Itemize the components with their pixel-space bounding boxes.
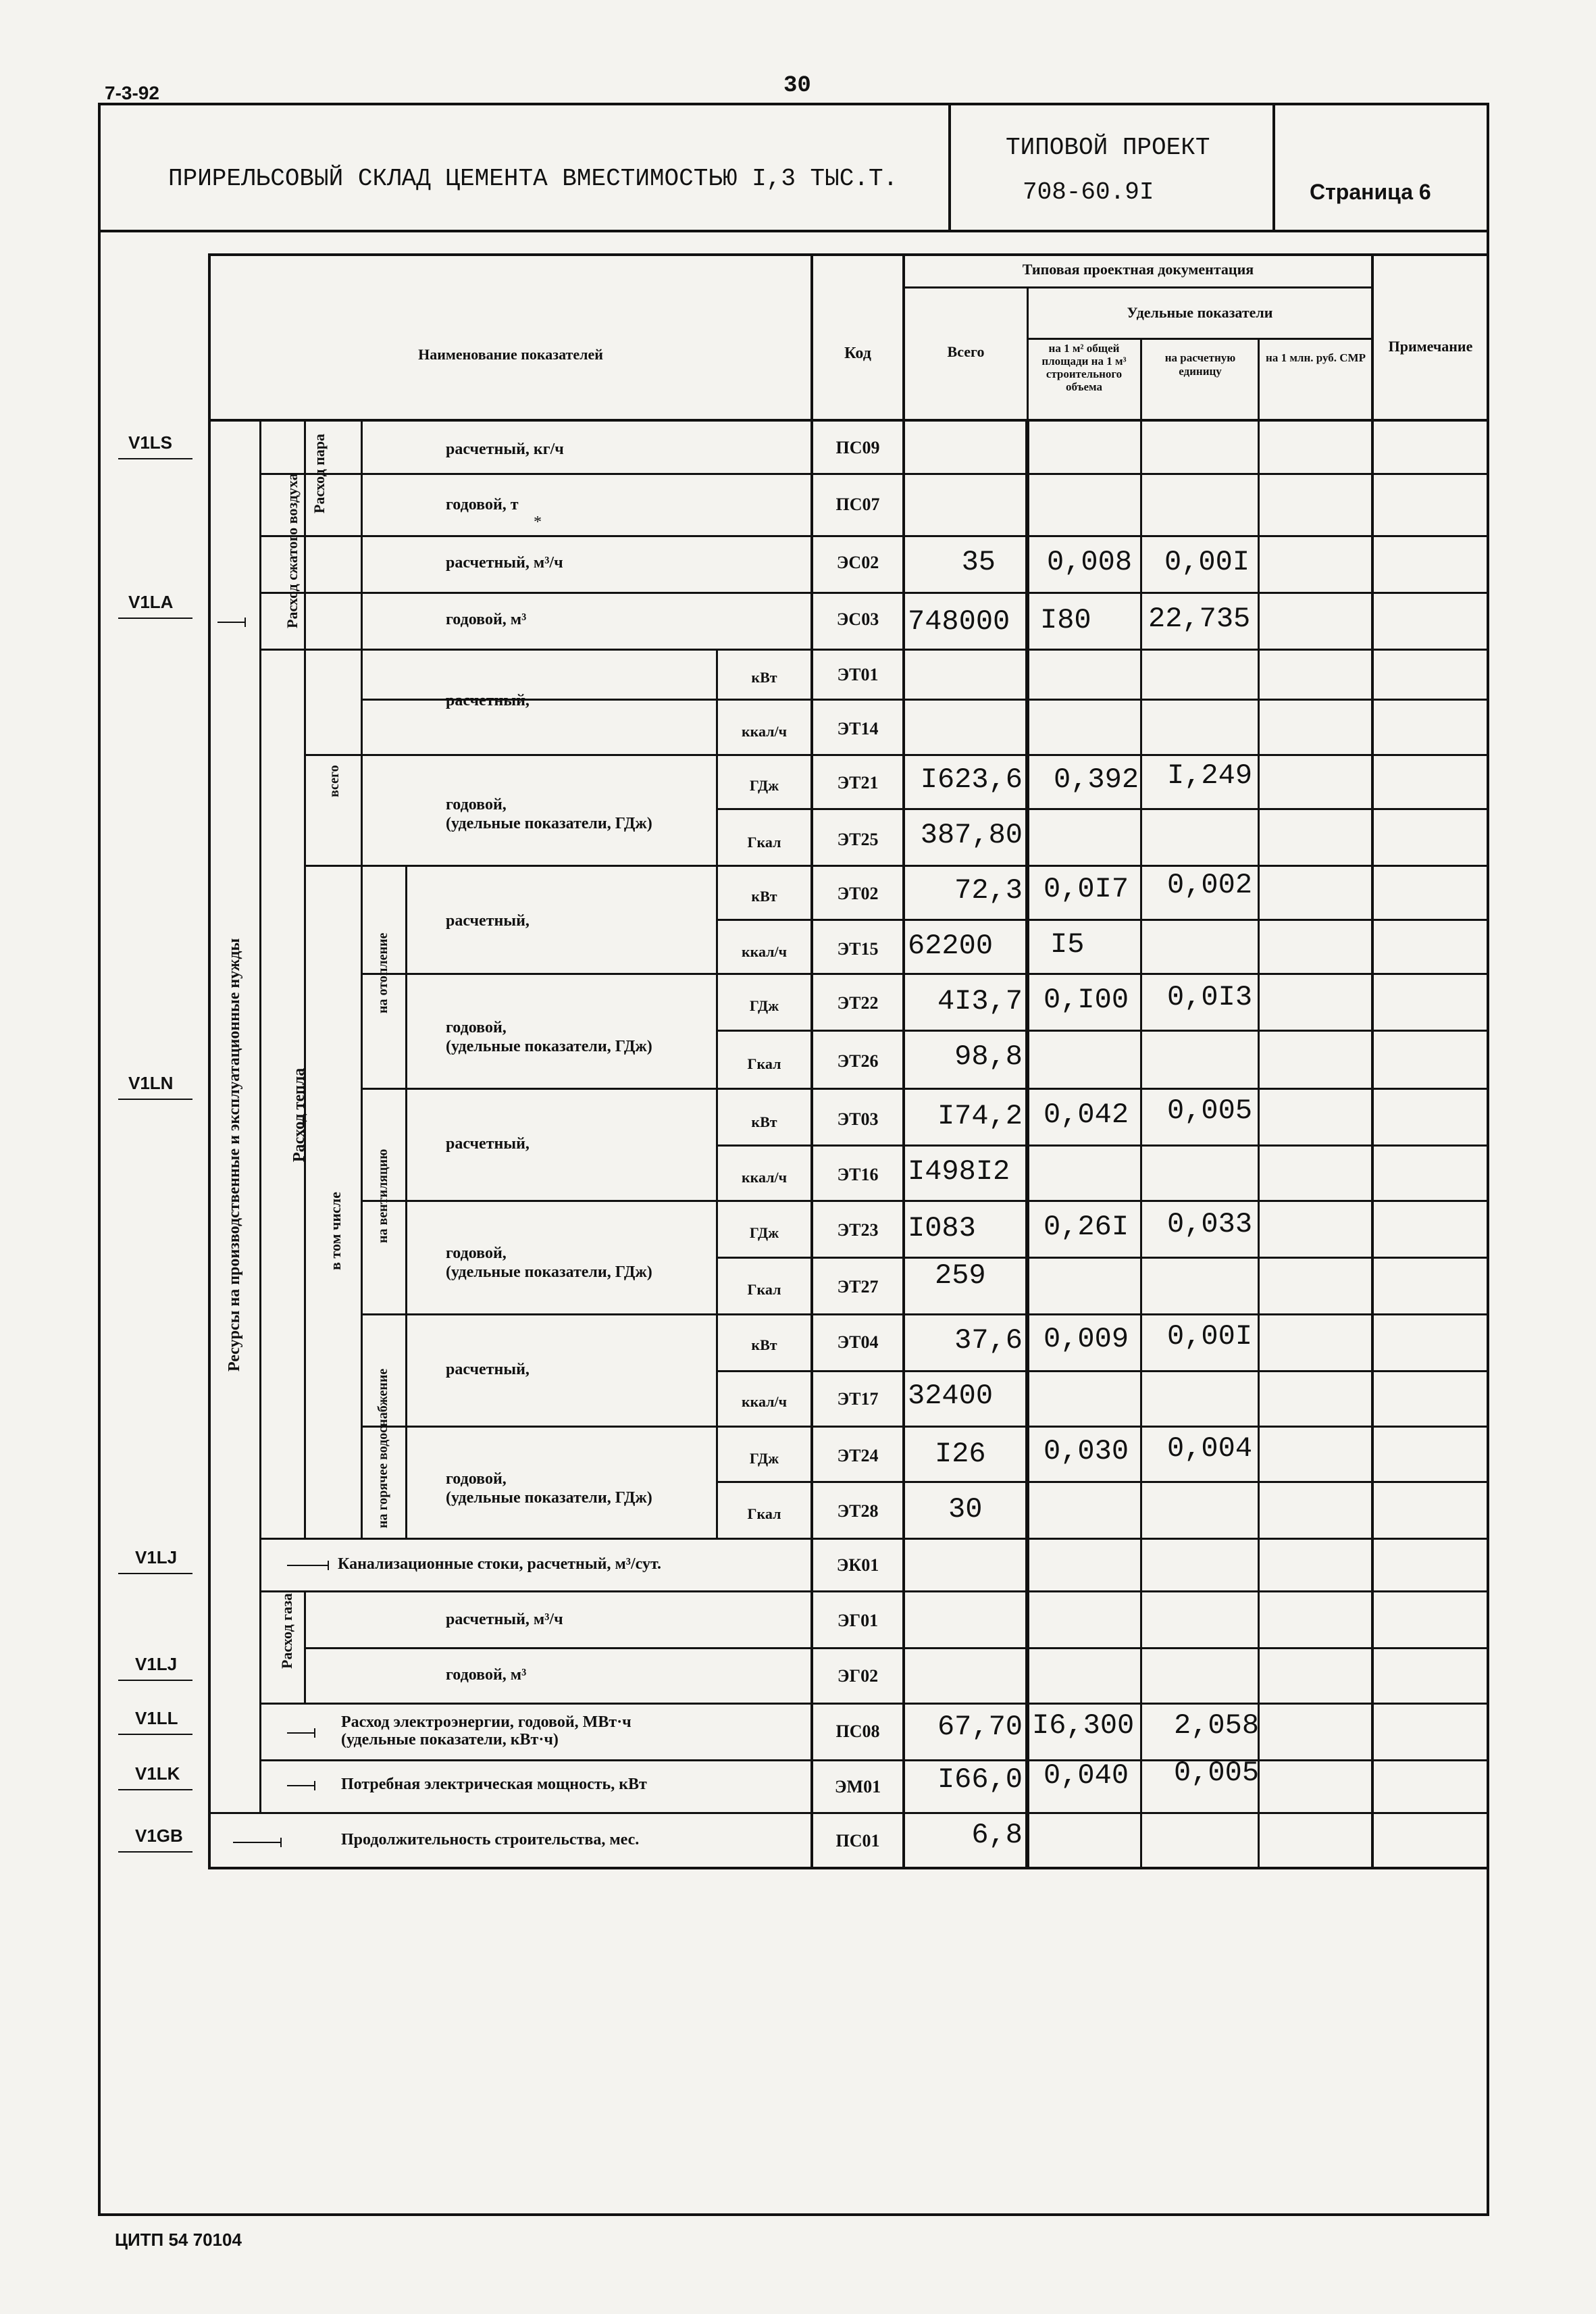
code-cell: ЭТ02 xyxy=(837,884,879,903)
label-steam: Расход пара xyxy=(311,434,328,513)
code-cell: ЭС03 xyxy=(836,609,879,629)
unit-spec-cell: 0,005 xyxy=(1174,1757,1260,1789)
label-hot-water: на горячее водоснабжение xyxy=(376,1368,390,1528)
margin-code: V1LA xyxy=(128,592,174,612)
label-total-calc: расчетный, xyxy=(446,692,530,709)
unit-cell: ГДж xyxy=(749,1224,779,1241)
label-steam-year: годовой, т xyxy=(446,496,519,513)
area-cell: 0,030 xyxy=(1044,1435,1129,1467)
project-number: 708-60.9I xyxy=(1023,178,1154,206)
code-cell: ЭГ01 xyxy=(837,1611,879,1630)
label-total-year-note: (удельные показатели, ГДж) xyxy=(446,815,652,832)
total-cell: 6,8 xyxy=(971,1819,1023,1851)
total-cell: 35 xyxy=(961,546,996,578)
margin-code: V1LJ xyxy=(135,1654,178,1674)
code-cell: ЭТ16 xyxy=(837,1165,879,1184)
unit-spec-cell: 22,735 xyxy=(1148,603,1251,635)
unit-cell: ГДж xyxy=(749,1450,779,1467)
total-cell: I083 xyxy=(908,1212,976,1244)
label-sewage: Канализационные стоки, расчетный, м³/сут. xyxy=(338,1555,661,1573)
total-cell: 37,6 xyxy=(954,1324,1023,1357)
unit-spec-cell: 0,00I xyxy=(1164,546,1250,578)
code-cell: ПС01 xyxy=(835,1831,880,1851)
label-electricity-2: (удельные показатели, кВт·ч) xyxy=(341,1731,559,1749)
code-cell: ПС08 xyxy=(835,1721,880,1741)
margin-code: V1LS xyxy=(128,432,173,453)
header-group: Типовая проектная документация xyxy=(1022,261,1254,278)
total-cell: I66,0 xyxy=(937,1763,1023,1796)
area-cell: 0,392 xyxy=(1054,763,1139,796)
unit-spec-cell: 0,005 xyxy=(1167,1095,1253,1127)
margin-code: V1LL xyxy=(135,1708,178,1728)
label-vent-year: годовой, xyxy=(446,1244,507,1262)
code-cell: ЭТ24 xyxy=(837,1446,879,1465)
code-cell: ЭС02 xyxy=(836,553,879,572)
label-heat: Расход тепла xyxy=(290,1067,308,1162)
page-title: ПРИРЕЛЬСОВЫЙ СКЛАД ЦЕМЕНТА ВМЕСТИМОСТЬЮ I,3 ТЫС.Т. xyxy=(168,165,898,193)
label-air-calc: расчетный, м³/ч xyxy=(446,554,563,572)
label-total: всего xyxy=(327,765,342,797)
header-note: Примечание xyxy=(1388,338,1473,355)
code-cell: ЭМ01 xyxy=(834,1777,881,1796)
total-cell: 72,3 xyxy=(954,874,1023,907)
label-gas-year: годовой, м³ xyxy=(446,1666,527,1684)
unit-cell: Гкал xyxy=(747,834,781,851)
unit-cell: кВт xyxy=(751,888,777,905)
label-total-year: годовой, xyxy=(446,796,507,813)
code-cell: ЭТ22 xyxy=(837,993,879,1013)
header-total: Всего xyxy=(947,343,985,360)
margin-code: V1LK xyxy=(135,1763,180,1784)
label-steam-calc: расчетный, кг/ч xyxy=(446,441,564,458)
total-cell: I26 xyxy=(935,1438,986,1470)
total-cell: 32400 xyxy=(908,1380,994,1412)
margin-code: V1GB xyxy=(135,1826,183,1846)
total-cell: I623,6 xyxy=(920,763,1023,796)
area-cell: I6,300 xyxy=(1032,1709,1135,1742)
code-cell: ПС07 xyxy=(835,495,880,514)
unit-cell: Гкал xyxy=(747,1505,781,1522)
total-cell: I74,2 xyxy=(937,1100,1023,1132)
page-number: 30 xyxy=(783,73,811,99)
header-code: Код xyxy=(844,345,871,362)
arrow-sewage xyxy=(287,1565,328,1566)
unit-cell: ккал/ч xyxy=(741,943,788,960)
label-heating: на отопление xyxy=(376,932,390,1013)
unit-cell: ккал/ч xyxy=(741,1393,788,1410)
page-label: Страница 6 xyxy=(1310,180,1431,204)
unit-cell: Гкал xyxy=(747,1281,781,1298)
label-ventilation: на вентиляцию xyxy=(376,1149,390,1243)
total-cell: 4I3,7 xyxy=(937,985,1023,1017)
unit-cell: Гкал xyxy=(747,1055,781,1072)
code-cell: ЭТ15 xyxy=(837,939,879,959)
label-resources: Ресурсы на производственные и эксплуатационные нужды xyxy=(226,938,243,1372)
label-duration: Продолжительность строительства, мес. xyxy=(341,1831,640,1848)
label-hw-calc: расчетный, xyxy=(446,1361,530,1378)
area-cell: I5 xyxy=(1050,928,1085,961)
code-cell: ЭТ25 xyxy=(837,830,879,849)
code-cell: ЭТ26 xyxy=(837,1051,879,1071)
label-gas: Расход газа xyxy=(278,1593,295,1669)
label-electricity-1: Расход электроэнергии, годовой, МВт·ч xyxy=(341,1713,632,1731)
total-cell: 387,80 xyxy=(920,819,1023,851)
unit-spec-cell: 0,033 xyxy=(1167,1208,1253,1240)
total-cell: I498I2 xyxy=(908,1155,1010,1188)
code-cell: ЭТ03 xyxy=(837,1109,879,1129)
label-heating-calc: расчетный, xyxy=(446,912,530,930)
header-spec-unit: на расчетную единицу xyxy=(1164,351,1236,378)
area-cell: 0,009 xyxy=(1044,1323,1129,1355)
asterisk-mark: * xyxy=(534,513,542,531)
unit-cell: ГДж xyxy=(749,997,779,1014)
margin-code: V1LJ xyxy=(135,1547,178,1567)
total-cell: 30 xyxy=(948,1493,983,1526)
code-cell: ЭТ21 xyxy=(837,773,879,793)
code-cell: ПС09 xyxy=(835,438,880,457)
margin-code: V1LN xyxy=(128,1073,174,1093)
unit-cell: кВт xyxy=(751,669,777,686)
code-cell: ЭТ14 xyxy=(837,719,879,738)
arrow-resources xyxy=(217,622,244,623)
total-cell: 67,70 xyxy=(937,1711,1023,1743)
label-heating-year: годовой, xyxy=(446,1019,507,1036)
code-cell: ЭТ04 xyxy=(837,1332,879,1352)
arrow-duration xyxy=(233,1842,280,1843)
label-gas-calc: расчетный, м³/ч xyxy=(446,1611,563,1628)
code-cell: ЭТ23 xyxy=(837,1220,879,1240)
unit-spec-cell: 2,058 xyxy=(1174,1709,1260,1742)
area-cell: 0,I00 xyxy=(1044,984,1129,1016)
unit-spec-cell: 0,002 xyxy=(1167,869,1253,901)
label-hw-year-note: (удельные показатели, ГДж) xyxy=(446,1489,652,1507)
area-cell: 0,008 xyxy=(1047,546,1133,578)
code-cell: ЭТ01 xyxy=(837,665,879,684)
area-cell: 0,0I7 xyxy=(1044,873,1129,905)
unit-cell: кВт xyxy=(751,1113,777,1130)
label-vent-year-note: (удельные показатели, ГДж) xyxy=(446,1263,652,1281)
area-cell: 0,042 xyxy=(1044,1099,1129,1131)
header-spec-smr: на 1 млн. руб. СМР xyxy=(1266,351,1366,364)
unit-cell: ГДж xyxy=(749,777,779,794)
header-specific: Удельные показатели xyxy=(1127,304,1273,321)
label-power: Потребная электрическая мощность, кВт xyxy=(341,1776,647,1793)
arrow-power xyxy=(287,1785,314,1786)
total-cell: 748000 xyxy=(908,605,1010,638)
label-air-year: годовой, м³ xyxy=(446,611,527,628)
code-cell: ЭТ27 xyxy=(837,1277,879,1297)
area-cell: 0,26I xyxy=(1044,1211,1129,1243)
unit-spec-cell: I,249 xyxy=(1167,759,1253,792)
unit-cell: ккал/ч xyxy=(741,1169,788,1186)
area-cell: I80 xyxy=(1040,604,1091,636)
label-incl: в том числе xyxy=(327,1192,344,1270)
unit-spec-cell: 0,004 xyxy=(1167,1432,1253,1465)
code-cell: ЭГ02 xyxy=(837,1666,879,1686)
code-cell: ЭТ28 xyxy=(837,1501,879,1521)
label-air: Расход сжатого воздуха xyxy=(284,473,301,628)
code-cell: ЭК01 xyxy=(836,1555,879,1575)
area-cell: 0,040 xyxy=(1044,1759,1129,1792)
doc-ref: 7-3-92 xyxy=(105,82,159,103)
unit-spec-cell: 0,0I3 xyxy=(1167,981,1253,1013)
unit-cell: ккал/ч xyxy=(741,723,788,740)
total-cell: 62200 xyxy=(908,930,994,962)
unit-spec-cell: 0,00I xyxy=(1167,1320,1253,1353)
project-label: ТИПОВОЙ ПРОЕКТ xyxy=(1006,134,1210,161)
footer-stamp: ЦИТП 54 70104 xyxy=(115,2230,242,2250)
unit-cell: кВт xyxy=(751,1336,777,1353)
label-hw-year: годовой, xyxy=(446,1470,507,1488)
label-vent-calc: расчетный, xyxy=(446,1135,530,1153)
total-cell: 98,8 xyxy=(954,1040,1023,1073)
header-name: Наименование показателей xyxy=(418,346,603,363)
code-cell: ЭТ17 xyxy=(837,1389,879,1409)
arrow-electricity xyxy=(287,1732,314,1734)
header-spec-area: на 1 м² общей площади на 1 м³ строительного объема xyxy=(1041,342,1127,393)
label-heating-year-note: (удельные показатели, ГДж) xyxy=(446,1038,652,1055)
total-cell: 259 xyxy=(935,1259,986,1292)
